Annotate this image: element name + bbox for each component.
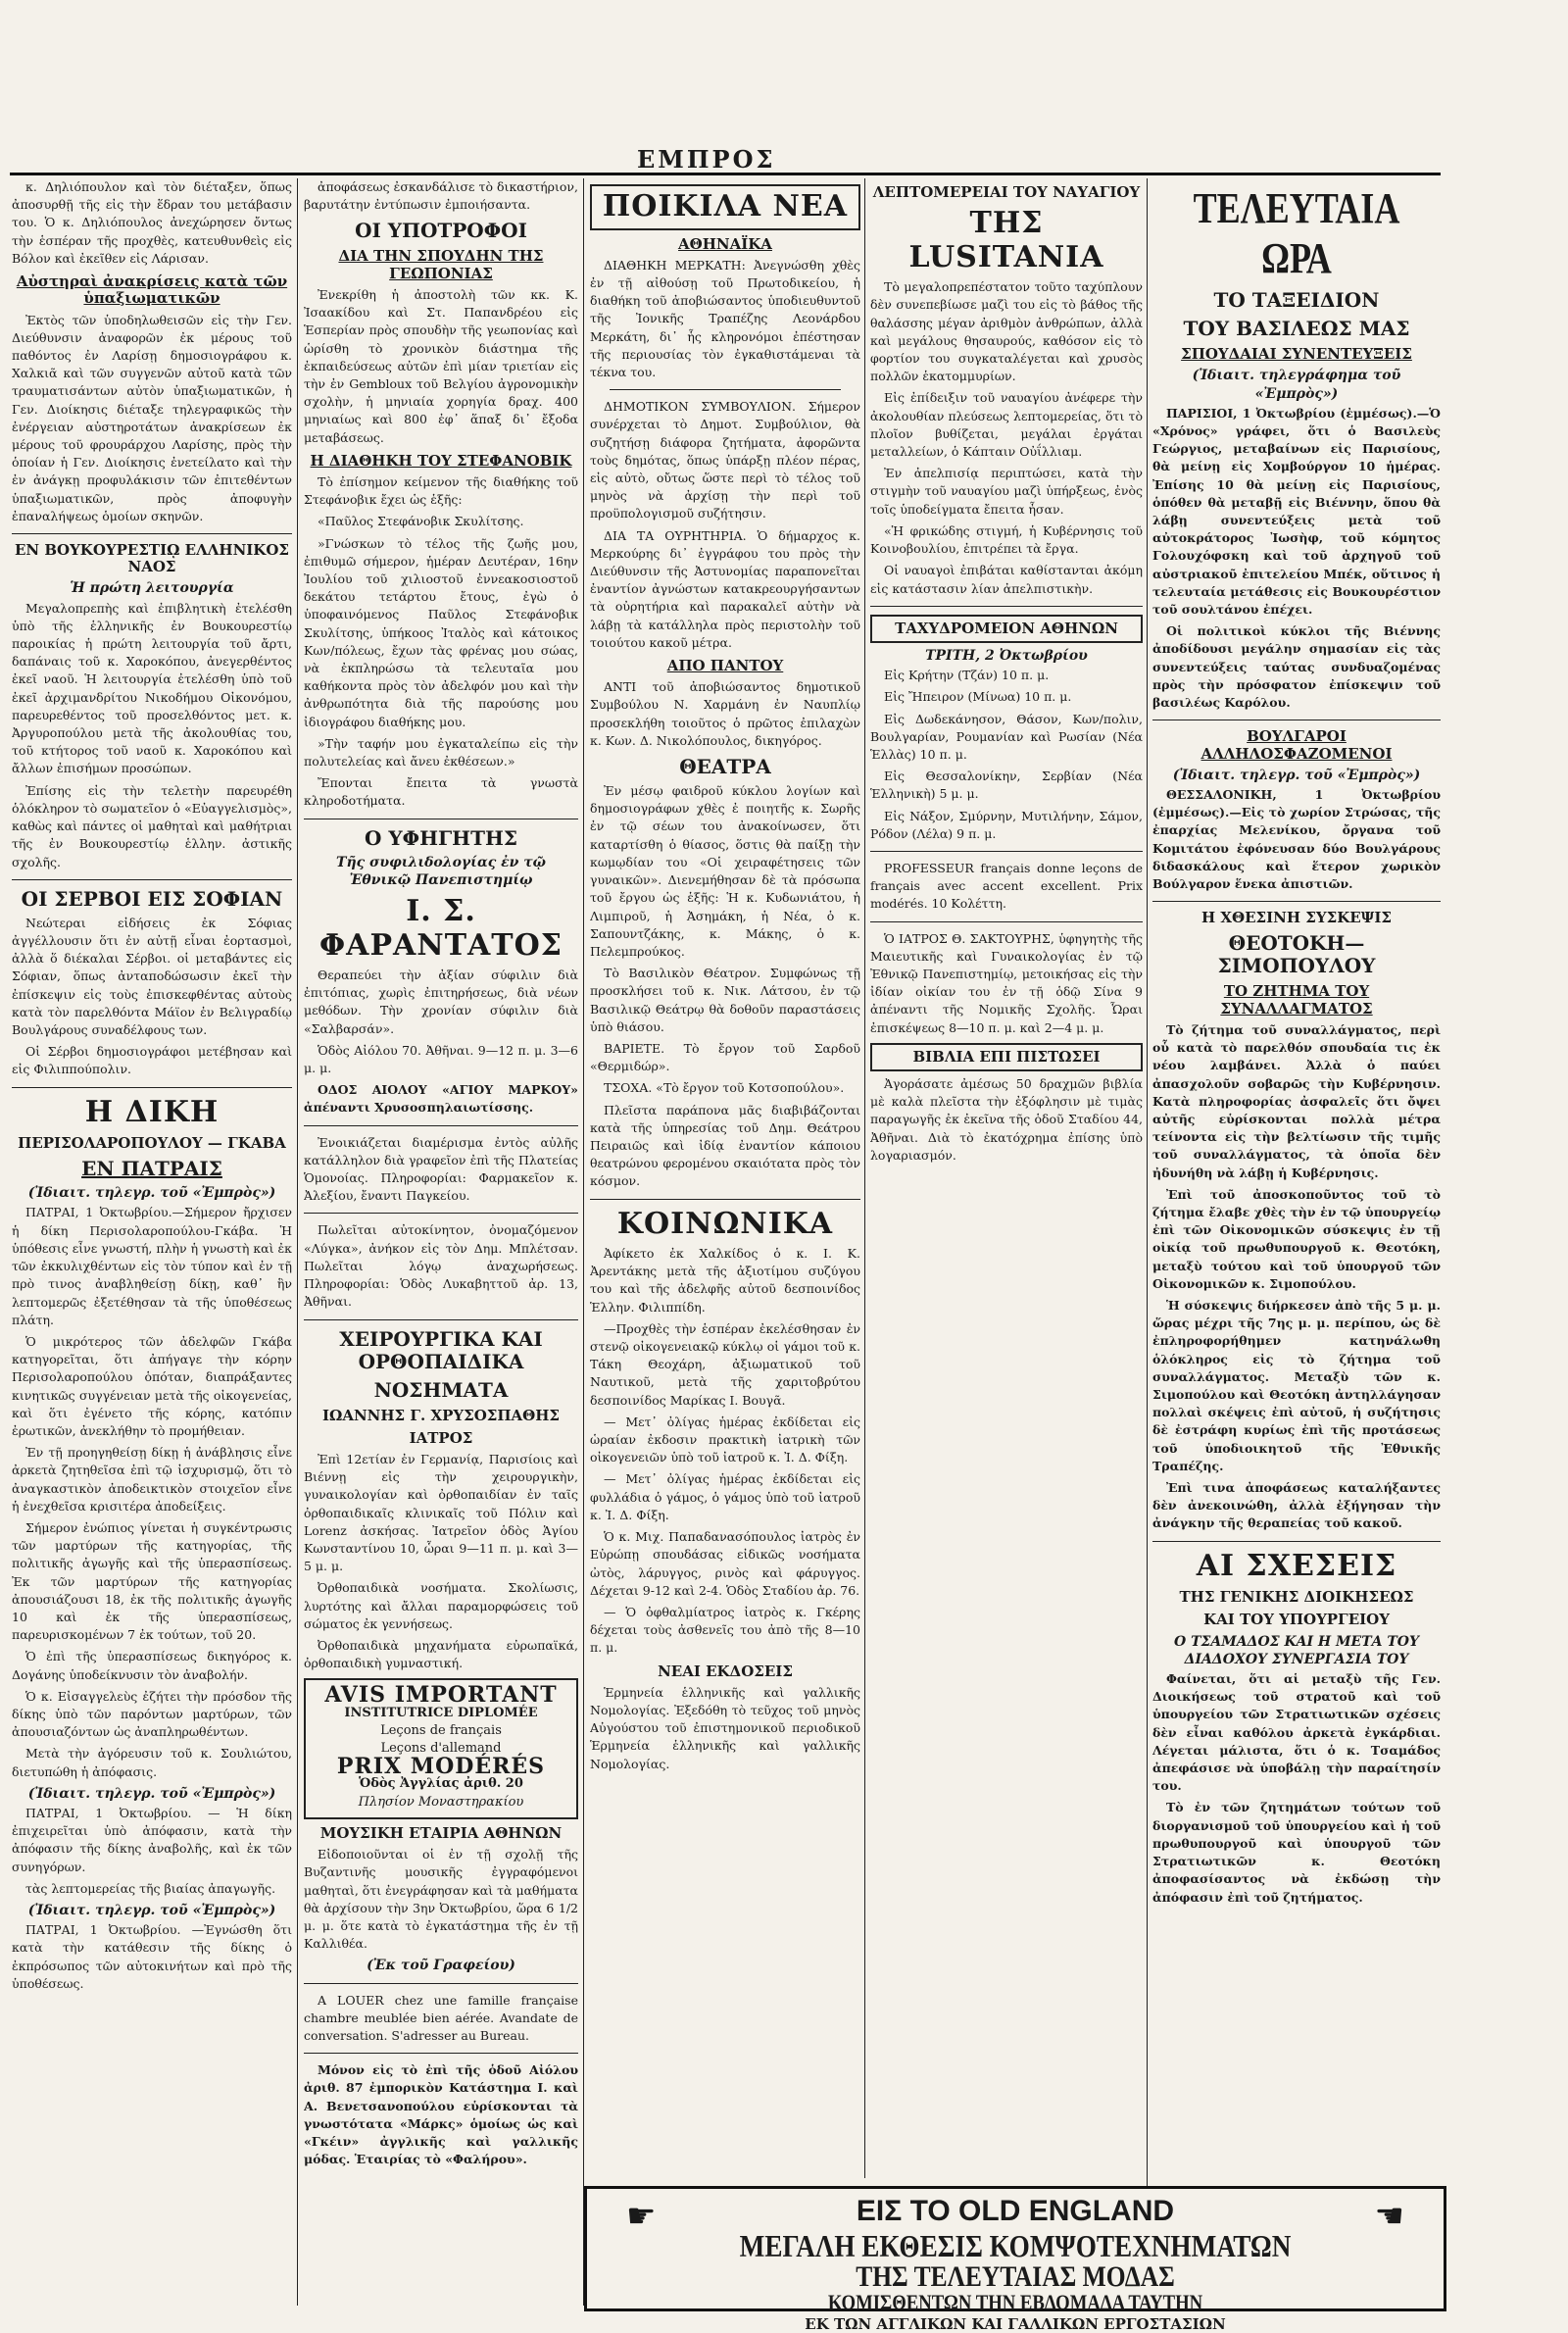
article-text: Ἐν μέσῳ φαιδροῦ κύκλου λογίων καὶ δημοσιογράφων χθὲς ἐ ποιητῆς κ. Σωρῆς ἐν τῷ σέων του ἀνακοίνωσεν, ὅτι καταρτίσθη ὁ θίασος, ὅστις θὰ παίξῃ τὴν κωμῳδίαν του «Οἱ χειραφέτησεις τῶν γυναικῶν». Διενεμήθησαν δὲ τὰ πρόσωπα τοῦ ἔργου ὡς ἑξῆς: Ἡ κ. Κυδωνιάτου, ἡ Λιμπιροῦ, ἡ Ἀσημάκη, ἡ Νέα, ὁ κ. Σαπουντζάκης, κ. Μάκης, ὁ κ. Πελεμπρούκος. (590, 783, 860, 959)
article-text: Ἐπὶ 12ετίαν ἐν Γερμανίᾳ, Παρισίοις καὶ Βιέννῃ εἰς τὴν χειρουργικὴν, γυναικολογίαν καὶ ὀρθοπαιδίαν ἐν ταῖς ὀρθοπαιδικαῖς κλινικαῖς τοῦ Πόλιν καὶ Lorenz ἀσκήσας. Ἰατρεῖον ὁδὸς Ἁγίου Κωνσταντίνου 10, ὧραι 9—11 π. μ. καὶ 3—5 μ. μ. (304, 1452, 578, 1574)
article-text: Ἐπὶ τινα ἀποφάσεως καταλήξαντες δὲν ἀνεκοινώθη, ἀλλὰ ἐξήγησαν τὴν ἀνάγκην τῆς θεραπείας τοῦ κακοῦ. (1152, 1480, 1441, 1531)
article-text: »Γνώσκων τὸ τέλος τῆς ζωῆς μου, ἐπιθυμῶ σήμερον, ἡμέραν Δευτέραν, 16ην Ἰουλίου τοῦ χιλιοστοῦ ἐννεακοσιοστοῦ δεκάτου τετάρτου ἔτους, ἐγὼ ὁ ὑποφαινόμενος Παῦλος Στεφάνοβικ Σκυλίτσης, ὑπήκοος Ἰταλὸς καὶ κάτοικος Κων/πόλεως, ἔχων τὰς φρένας μου σώας, νὰ ἐκπληρώσω τὰ τελευταῖα μου καθήκοντα πρὸς τὸν ἀδελφόν μου καὶ τὴν ἀνθρωπότητα διὰ τῆς παρούσης μου ἰδιογράφου διαθήκης μου. (304, 535, 578, 729)
divider (12, 879, 292, 880)
headline: ΤΗΣ LUSITANIA (908, 206, 1104, 274)
article-text: Οἱ πολιτικοὶ κύκλοι τῆς Βιέννης ἀποδίδουσι μεγάλην σημασίαν εἰς τὰς συνεντεύξεις ταύτας συνδυαζομένας πρὸς τὴν πρόσφατον ἐπίσκεψιν τοῦ βασιλέως Καρόλου. (1152, 623, 1441, 711)
article-text: Εἰδοποιοῦνται οἱ ἐν τῇ σχολῇ τῆς Βυζαντινῆς μουσικῆς ἐγγραφόμενοι μαθηταὶ, ὅτι ἐνεγράφησαν καὶ τὰ μαθήματα θὰ ἀρχίσουν τὴν 3ην Ὀκτωβρίου, ὥρα 6 1/2 μ. μ. ὅτε κατὰ τὸ ἐγκατάστημα τῆς ἐν τῇ Καλλιθέα. (304, 1847, 578, 1952)
headline: ΔΙΑ ΤΗΝ ΣΠΟΥΔΗΝ ΤΗΣ ΓΕΩΠΟΝΙΑΣ (338, 247, 544, 282)
banner-line: ΕΙΣ ΤΟ OLD ENGLAND (856, 2195, 1175, 2227)
headline: Ο ΥΦΗΓΗΤΗΣ (365, 825, 517, 850)
article-text: Νεώτεραι εἰδήσεις ἐκ Σόφιας ἀγγέλλουσιν ὅτι ἐν αὐτῇ εἶναι ἐορτασμοὶ, ἀλλὰ ὅ διέκαλαι Σέρβοι. οἱ μεταβάντες εἰς Σόφιαν, ὅπως ἀνταποδώσωσιν ἐκεῖ τὴν ἐπίσκεψιν εἰς τοὺς ἐπισκεφθέντας αὐτοὺς κατὰ τὸν παρελθόντα Μάϊον ἐν Βελιγραδίῳ Βουλγάρους συναδέλφους των. (12, 915, 292, 1037)
headline: Η ΔΙΚΗ (84, 1094, 220, 1129)
divider (610, 389, 841, 390)
article-text: ΔΗΜΟΤΙΚΟΝ ΣΥΜΒΟΥΛΙΟΝ. Σήμερον συνέρχεται τὸ Δημοτ. Συμβούλιον, θὰ συζητήσῃ διάφορα ζητήματα, ἀφορῶντα τοὺς δημότας, ὅπως ὑπάρξῃ πλέον πέρας, εἰς αὐτὸ, οὔτως ὥστε περὶ τὸ τέλος τοῦ μηνὸς νὰ ἀρχίσῃ τὴν περὶ τοῦ προϋπολογισμοῦ συζήτησιν. (590, 399, 860, 521)
section-title: ΠΟΙΚΙΛΑ ΝΕΑ (590, 184, 860, 230)
article-text: Ἐνεκρίθη ἡ ἀποστολὴ τῶν κκ. Κ. Ἰσαακίδου καὶ Στ. Παπανδρέου εἰς Ἑσπερίαν πρὸς σπουδὴν τῆς γεωπονίας καὶ ὡρίσθη τὸ χρονικὸν διάστημα τῆς ἐκπαιδεύσεως αὐτῶν ἐπὶ μίαν τριετίαν εἰς τὴν ἐν Gembloux τοῦ Βελγίου ἀγρονομικὴν σχολὴν, ἡ μηνιαία χορηγία δραχ. 400 μηνιαίως καὶ 800 ἐφ᾽ ἅπαξ δι᾽ ἔξοδα μεταβάσεως. (304, 286, 578, 445)
article-text: ΠΑΤΡΑΙ, 1 Ὀκτωβρίου. —Ἐγνώσθη ὅτι κατὰ τὴν κατάθεσιν τῆς δίκης ὁ ἐκπρόσωπος τῶν αὐτοκινήτων καὶ πρὸ τῆς ὑποθέσεως. (12, 1922, 292, 1991)
telegram-credit: (Ἰδιαιτ. τηλεγράφημα τοῦ «Ἐμπρὸς») (1192, 368, 1401, 402)
article-text: Ἀγοράσατε ἀμέσως 50 δραχμῶν βιβλία μὲ καλὰ πλεῖστα τὴν ἐξόφλησιν μὲ τιμὰς παραγωγῆς ἐκ ἐκεῖνα τῆς ὁδοῦ Σταδίου 44, Ἀθῆναι. Διὰ τὸ ἐκατόχρημα ἐπίσης ὑπὸ λογαριασμόν. (870, 1076, 1143, 1163)
article-credit: (Ἐκ τοῦ Γραφείου) (367, 1958, 515, 1974)
schedule-line: Εἰς Δωδεκάνησον, Θάσον, Κων/πολιν, Βουλγαρίαν, Ρουμανίαν καὶ Ρωσίαν (Νέα Ἑλλὰς) 10 π. μ. (870, 711, 1143, 762)
divider (304, 1319, 578, 1320)
headline: ΑΠΟ ΠΑΝΤΟΥ (666, 657, 784, 675)
headline: ΤΟΥ ΒΑΣΙΛΕΩΣ ΜΑΣ (1183, 317, 1410, 341)
ad-line: Leçons de français (380, 1722, 502, 1738)
article-text: ΑΝΤΙ τοῦ ἀποβιώσαντος δημοτικοῦ Συμβούλου Ν. Χαρμάνη ἐν Ναυπλίῳ προσεκλήθη τοιοῦτος ὁ πρῶτος ἐπιλαχὼν κ. Κων. Δ. Νικολόπουλος, δικηγόρος. (590, 679, 860, 748)
banner-line: ΤΗΣ ΤΕΛΕΥΤΑΙΑΣ ΜΟΔΑΣ (856, 2260, 1175, 2293)
classified-ad: Ὁ ΙΑΤΡΟΣ Θ. ΣΑΚΤΟΥΡΗΣ, ὑφηγητὴς τῆς Μαιευτικῆς καὶ Γυναικολογίας ἐν τῷ Ἐθνικῷ Πανεπιστημίῳ, μετοικήσας εἰς τὴν ἰδίαν οἰκίαν του ἐν τῇ ὁδῷ Σίνα 9 ἀπέναντι τῆς Νομικῆς Σχολῆς. Ὧραι ἐπισκέψεως 8—10 π. μ. καὶ 2—4 μ. μ. (870, 930, 1143, 1035)
article-text: ΤΣΟΧΑ. «Τὸ ἔργον τοῦ Κοτσοπούλου». (604, 1080, 845, 1096)
headline: ΚΑΙ ΤΟΥ ΥΠΟΥΡΓΕΙΟΥ (1203, 1611, 1390, 1629)
divider (304, 1213, 578, 1214)
article-text: Ἀφίκετο ἐκ Χαλκίδος ὁ κ. Ι. Κ. Ἀρεντάκης μετὰ τῆς ἀξιοτίμου συζύγου του καὶ τῆς ἀδελφῆς αὐτοῦ δεσποινίδος Ἑλλην. Φιλιππίδη. (590, 1246, 860, 1315)
classified-ad: Ἐνοικιάζεται διαμέρισμα ἐντὸς αὐλῆς κατάλληλον διὰ γραφεῖον ἐπὶ τῆς Πλατείας Ὁμονοίας. Πληροφορίαι: Φαρμακεῖον κ. Ἀλεξίου, ἔναντι Παγκείου. (304, 1134, 578, 1204)
ad-line: Leçons d'allemand (380, 1741, 502, 1757)
headline: ΜΟΥΣΙΚΗ ΕΤΑΙΡΙΑ ΑΘΗΝΩΝ (319, 1823, 563, 1842)
schedule-line: Εἰς Ἤπειρον (Μίνωα) 10 π. μ. (884, 689, 1072, 705)
telegram-credit: (Ἰδιαιτ. τηλεγρ. τοῦ «Ἐμπρὸς») (27, 1903, 276, 1918)
divider (304, 2053, 578, 2054)
ad-location: Πλησίον Μοναστηρακίου (358, 1794, 524, 1810)
article-text: ΔΙΑΘΗΚΗ ΜΕΡΚΑΤΗ: Ἀνεγνώσθη χθὲς ἐν τῇ αἰθούσῃ τοῦ Πρωτοδικείου, ἡ διαθήκη τοῦ ἀποβιώσαντος ὑποδιευθυντοῦ τῆς Ἰονικῆς Τραπέζης Λεονάρδου Μερκάτη, δι᾽ ἧς κληρονόμοι ἐπέστησαν τῆς περιουσίας τὸν ἐγκαθιστάμεναι τὰ τέκνα του. (590, 257, 860, 379)
divider (870, 921, 1143, 922)
subheadline: ΤΡΙΤΗ, 2 Ὀκτωβρίου (925, 647, 1088, 664)
column-4 (870, 178, 1143, 2178)
article-text: — Ὁ ὀφθαλμίατρος ἰατρὸς κ. Γκέρης δέχεται τοὺς ἀσθενεῖς του ἀπὸ τῆς 8—10 π. μ. (590, 1604, 860, 1656)
divider (590, 1199, 860, 1200)
headline: ΝΕΑΙ ΕΚΔΟΣΕΙΣ (658, 1662, 793, 1680)
advertiser-name: Ι. Σ. ΦΑΡΑΝΤΑΤΟΣ (319, 894, 563, 963)
article-text: — Μετ᾽ ὀλίγας ἡμέρας ἐκδίδεται εἰς ὡραίαν ἐκδοσιν πρακτικὴ ἰατρικὴ τῶν οἰκογενειῶν ὑπὸ τοῦ ἰατροῦ κ. Ἰ. Δ. Φίξη. (590, 1414, 860, 1465)
article-text: Ὁ ἐπὶ τῆς ὑπερασπίσεως δικηγόρος κ. Δογάνης ὑποδείκνυσιν τὸν ἀναβολήν. (12, 1649, 292, 1682)
article-text: Πλεῖστα παράπονα μᾶς διαβιβάζονται κατὰ τῆς ὑπηρεσίας τοῦ Δημ. Θεάτρου Πειραιῶς καὶ ἰδίᾳ ἐναντίον κάποιου θεατρώνου φερομένου σκαιότατα πρὸς τὸν κόσμον. (590, 1102, 860, 1189)
article-text: ΒΑΡΙΕΤΕ. Τὸ ἔργον τοῦ Σαρδοῦ «Θερμιδώρ». (590, 1040, 860, 1074)
divider (1152, 1541, 1441, 1542)
article-text: Ὀρθοπαιδικὰ μηχανήματα εὐρωπαϊκά, ὀρθοπαιδικὴ γυμναστική. (304, 1638, 578, 1671)
classified-ad: Μόνον εἰς τὸ ἐπὶ τῆς ὁδοῦ Αἰόλου ἀριθ. 87 ἐμπορικὸν Κατάστημα Ι. καὶ Α. Βενετσανοπούλου εὑρίσκονται τὰ γνωστότατα «Μάρκς» ὁμοίως ὡς καὶ «Γκέιν» ἀγγλικῆς καὶ γαλλικῆς μόδας. Ἑταιρίας τὸ «Φαλήρου». (304, 2062, 578, 2167)
headline: ΘΕΑΤΡΑ (679, 755, 771, 779)
column-rule (864, 178, 865, 2178)
article-text: Ὁ μικρότερος τῶν ἀδελφῶν Γκάβα κατηγορεῖται, ὅτι ἀπήγαγε τὴν κόρην Περισολαροπούλου ὁπόταν, διαπράξαντες κινητικῶς συγγένειαν μετὰ τῆς οἰκογενείας, καὶ ὅτι ἐγένετο τῆς κόρης, κατόπιν ἐρωτικῶν, ἀνεκλήθην τὸ προμήθειαν. (12, 1333, 292, 1438)
banner-line: ΜΕΓΑΛΗ ΕΚΘΕΣΙΣ ΚΟΜΨΟΤΕΧΝΗΜΑΤΩΝ (739, 2228, 1292, 2263)
article-text: Θεραπεύει τὴν ἀξίαν σύφιλιν διὰ ἐπιτόπιας, χωρὶς ἐπιτηρήσεως, διὰ νέων μεθόδων. Τὴν χρονίαν σύφιλιν διὰ «Σαλβαρσάν». (304, 968, 578, 1036)
article-text: Φαίνεται, ὅτι αἱ μεταξὺ τῆς Γεν. Διοικήσεως τοῦ στρατοῦ καὶ τοῦ ὑπουργείου τῶν Στρατιωτικῶν σχέσεις δὲν εἶναι καθόλου ἀρκετὰ ἐγκάρδιαι. Λέγεται μάλιστα, ὅτι ὁ κ. Τσαμάδος ἀπεφάσισε νὰ ὑποβάλῃ τὴν παραίτησίν του. (1152, 1671, 1441, 1794)
article-text: «Παῦλος Στεφάνοβικ Σκυλίτσης. (318, 514, 524, 529)
classified-ad: A LOUER chez une famille française chambre meublée bien aérée. Avandate de conversation. S'adresser au Bureau. (304, 1992, 578, 2043)
headline: Η ΧΘΕΣΙΝΗ ΣΥΣΚΕΨΙΣ (1201, 909, 1392, 927)
article-text: κ. Δηλιόπουλον καὶ τὸν διέταξεν, ὅπως ἀποσυρθῇ τῆς εἰς τὴν ἕδραν του μετάβασιν του. Ὁ κ. Δηλιόπουλος ἀνεχώρησεν ὄντως τὴν ἑσπέραν τῆς προχθὲς, κατευθυνθεὶς εἰς Βόλον καὶ ἐκεῖθεν εἰς Λάρισαν. (12, 179, 292, 266)
column-5 (1152, 178, 1441, 2306)
article-text: Ἐν ἀπελπισίᾳ περιπτώσει, κατὰ τὴν στιγμὴν τοῦ ναυαγίου μαζὶ ὑπήρξεως, ἐνὸς τοῖς ὑποδείγματα ἔπειτα ἦσαν. (870, 466, 1143, 517)
subheadline: Ο ΤΣΑΜΑΔΟΣ ΚΑΙ Η ΜΕΤΑ ΤΟΥ ΔΙΑΔΟΧΟΥ ΣΥΝΕΡΓΑΣΙΑ ΤΟΥ (1174, 1633, 1419, 1667)
article-text: Εἰς ἐπίδειξιν τοῦ ναυαγίου ἀνέφερε τὴν ἀκολουθίαν πλεύσεως λεπτομερείας, ὅτι τὸ πλοῖον βυθίζεται, μεγάλαι ἐργάται μεταλλείων, ὁ Κάπταιν Οὐΐλλιαμ. (870, 390, 1143, 460)
article-text: Ὀρθοπαιδικὰ νοσήματα. Σκολίωσις, λυρτότης καὶ ἄλλαι παραμορφώσεις τοῦ σώματος ἐκ γεννήσεως. (304, 1580, 578, 1631)
headline: ΕΝ ΒΟΥΚΟΥΡΕΣΤΙῼ ΕΛΛΗΝΙΚΟΣ ΝΑΟΣ (14, 540, 290, 576)
advertiser-title: ΙΑΤΡΟΣ (409, 1428, 473, 1447)
divider (12, 533, 292, 534)
telegram-credit: (Ἰδιαιτ. τηλεγρ. τοῦ «Ἐμπρὸς») (27, 1785, 276, 1802)
divider (12, 1087, 292, 1088)
newspaper-name: ΕΜΠΡΟΣ (637, 145, 776, 174)
divider (870, 851, 1143, 852)
article-text: Σήμερον ἐνώπιος γίνεται ἡ συγκέντρωσις τῶν μαρτύρων τῆς κατηγορίας, τῆς πολιτικῆς ἀγωγῆς καὶ τῆς ὑπερασπίσεως. Ἐκ τῶν μαρτύρων τῆς κατηγορίας ἀπουσιάζουσι 18, ἐκ τῆς πολιτικῆς ἀγωγῆς 10 καὶ ἐκ τῆς ὑπερασπίσεως, παρευρισκομένων 7 ἐκ τούτων, τοῦ 20. (12, 1519, 292, 1643)
article-text: ΠΑΤΡΑΙ, 1 Ὀκτωβρίου. — Ἡ δίκη ἐπιχειρεῖται ὑπὸ ἀπόφασιν, κατὰ τὴν ἀπόφασιν τῆς δίκης ἀναβολῆς, καὶ ἐκ τῶν συνηγόρων. (12, 1805, 292, 1874)
column-1 (12, 178, 292, 2306)
divider (304, 1983, 578, 1984)
headline: ΣΠΟΥΔΑΙΑΙ ΣΥΝΕΝΤΕΥΞΕΙΣ (1181, 345, 1412, 364)
article-text: Τὸ ἐν τῶν ζητημάτων τούτων τοῦ διοργανισμοῦ τοῦ ὑπουργείου καὶ ἡ τοῦ πρωθυπουργοῦ καὶ ὑπουργοῦ τῶν Στρατιωτικῶν κ. Θεοτόκη ἀποφασίσαντος νὰ ἐκδώσῃ τὴν ἀπόφασιν ἐπὶ τοῦ ζητήματος. (1152, 1800, 1441, 1905)
classified-ad: PROFESSEUR français donne leçons de français avec accent excellent. Prix modérés. 10 Κολέττη. (870, 860, 1143, 912)
article-text: — Μετ᾽ ὀλίγας ἡμέρας ἐκδίδεται εἰς φυλλάδια ὁ γάμος, ὁ γάμος ὑπὸ τοῦ ἰατροῦ κ. Ἰ. Δ. Φίξη. (590, 1471, 860, 1522)
article-text: τὰς λεπτομερείας τῆς βιαίας ἀπαγωγῆς. (25, 1880, 276, 1896)
ad-title: AVIS IMPORTANT (324, 1682, 558, 1709)
french-lessons-ad (304, 1678, 578, 1818)
headline: ΛΕΠΤΟΜΕΡΕΙΑΙ ΤΟΥ ΝΑΥΑΓΙΟΥ (872, 183, 1141, 201)
article-text: «Ἡ φρικώδης στιγμή, ἡ Κυβέρνησις τοῦ Κοινοβουλίου, ἐπιτρέπει τὰ ἔργα. (870, 522, 1143, 557)
article-text: Τὸ ζήτημα τοῦ συναλλάγματος, περὶ οὗ κατὰ τὸ παρελθόν σπουδαία τις ἐκ νέου λαμβάνει. Ἀλλὰ ὁ παύει ἀπασχολοῦν σοβαρῶς τὴν Κυβέρνησιν. Κατὰ πληροφορίας ἀσφαλεῖς ὅτι ὄψει αὐτῆς εὑρίσκονται πολλὰ μέτρα τείνοντα εἰς τὴν βελτίωσιν τῆς τιμῆς τοῦ συναλλάγματος, τὰ ὁποῖα δὲν ἠδυνήθη νὰ λάβῃ ἡ Κυβέρνησις. (1152, 1021, 1441, 1180)
telegram-credit: (Ἰδιαιτ. τηλεγρ. τοῦ «Ἐμπρὸς») (27, 1185, 276, 1202)
article-text: ΔΙΑ ΤΑ ΟΥΡΗΤΗΡΙΑ. Ὁ δήμαρχος κ. Μερκούρης δι᾽ ἐγγράφου του πρὸς τὴν Διεύθυνσιν τῆς Ἀστυνομίας παραπονεῖται ἐναντίον ἀγνώστων κατακρεουργήσαντων τὰ οὐρητήρια καὶ παρακαλεῖ αὐτὴν νὰ λάβῃ τὰ κατάλληλα πρὸς περιστολὴν τοῦ τοιούτου κακοῦ μέτρα. (590, 527, 860, 650)
advertiser-name: ΙΩΑΝΝΗΣ Γ. ΧΡΥΣΟΣΠΑΘΗΣ (321, 1406, 561, 1424)
pointing-hand-icon: ☛ (626, 2197, 657, 2236)
divider (870, 606, 1143, 607)
article-text: Ἑρμηνεία ἑλληνικῆς καὶ γαλλικῆς Νομολογίας. Ἐξεδόθη τὸ τεῦχος τοῦ μηνὸς Αὐγούστου τοῦ ἐπιστημονικοῦ περιοδικοῦ Ἑρμηνεία ἑλληνικῆς καὶ γαλλικῆς Νομολογίας. (590, 1684, 860, 1771)
article-text: Μετὰ τὴν ἀγόρευσιν τοῦ κ. Σουλιώτου, διετυπώθη ἡ ἀπόφασις. (12, 1746, 292, 1779)
article-text: Ὁ κ. Εἰσαγγελεὺς ἐζήτει τὴν πρόσδον τῆς δίκης ὑπὸ τῶν παρόντων μαρτύρων, τῶν ἀπουσιαζόντων ὡς ἀναπληρωθέντων. (12, 1688, 292, 1740)
article-text: Ἡ σύσκεψις διήρκεσεν ἀπὸ τῆς 5 μ. μ. ὥρας μέχρι τῆς 7ης μ. μ. περίπου, ὡς δὲ ἐπληροφορήθημεν κατηνάλωθη ὁλόκληρος εἰς τὸ ζήτημα τοῦ συναλλάγματος. Μεταξὺ τῶν κ. Σιμοπούλου καὶ Θεοτόκη ἀντηλλάγησαν πολλαὶ σκέψεις ἐπὶ αὐτοῦ, ἡ συζήτησις δὲ ἐστράφη κυρίως ἐπὶ τῆς προτάσεως τοῦ ὑποδιοικητοῦ τῆς Ἐθνικῆς Τραπέζης. (1152, 1298, 1441, 1473)
headline: ΤΟ ΖΗΤΗΜΑ ΤΟΥ ΣΥΝΑΛΛΑΓΜΑΤΟΣ (1220, 982, 1373, 1018)
column-2 (304, 178, 578, 2306)
article-text: Οἱ ναυαγοὶ ἐπιβάται καθίστανται ἀκόμη εἰς κατάστασιν λίαν ἀπελπιστικὴν. (870, 563, 1143, 596)
section-subtitle: ΑΘΗΝΑΪΚΑ (678, 234, 772, 253)
section-title: ΤΕΛΕΥΤΑΙΑ ΩΡΑ (1193, 184, 1400, 282)
article-text: Ἐπὶ τοῦ ἀποσκοποῦντος τοῦ τὸ ζήτημα ἔλαβε χθὲς τὴν ἐν τῷ ὑπουργείῳ ἐπὶ τῶν Οἰκονομικῶν σύσκεψις ἐν τῇ οἰκίᾳ τοῦ πρωθυπουργοῦ κ. Θεοτόκη, μεταξὺ τούτου καὶ τοῦ ὑπουργοῦ τῶν Οἰκονομικῶν κ. Σιμοπούλου. (1152, 1186, 1441, 1291)
schedule-line: Εἰς Νάξον, Σμύρνην, Μυτιλήνην, Σάμον, Ρόδον (Λέλα) 9 π. μ. (870, 808, 1143, 841)
headline: ΘΕΟΤΟΚΗ—ΣΙΜΟΠΟΥΛΟΥ (1217, 931, 1376, 978)
column-rule (297, 178, 298, 2306)
article-text: Τὸ ἐπίσημον κείμενον τῆς διαθήκης τοῦ Στεφάνοβικ ἔχει ὡς ἑξῆς: (304, 473, 578, 508)
headline: ΚΟΙΝΩΝΙΚΑ (616, 1206, 834, 1241)
article-text: ΠΑΤΡΑΙ, 1 Ὀκτωβρίου.—Σήμερον ἤρχισεν ἡ δίκη Περισολαροπούλου-Γκάβα. Ἡ ὑπόθεσις εἶνε γνωστή, πλὴν ἡ γνωστὴ καὶ ἐκ τῶν ἐκκυλιχθέντων εἰς τὸν τύπον καὶ ἐν τῇ πρὸ τινος ἀναβληθείσῃ δίκῃ, καθ᾽ ἣν λεπτομερῶς ἐξετέθησαν τὰ τῆς ὑποθέσεως πλάτη. (12, 1205, 292, 1327)
headline: ΤΟ ΤΑΞΕΙΔΙΟΝ (1213, 288, 1380, 313)
subheadline: Ἡ πρώτη λειτουργία (70, 580, 234, 597)
headline: ΒΟΥΛΓΑΡΟΙ ΑΛΛΗΛΟΣΦΑΖΟΜΕΝΟΙ (1200, 727, 1393, 763)
ad-price: PRIX MODÉRÉS (336, 1754, 546, 1780)
ad-address: Ὁδὸς Ἀγγλίας ἀριθ. 20 (359, 1776, 523, 1792)
divider (1152, 901, 1441, 902)
article-text: Τὸ μεγαλοπρεπέστατον τοῦτο ταχύπλουν δὲν συνεπεβίωσε μαζὶ του εἰς τὸ βάθος τῆς θαλάσσης μέγαν ἀριθμὸν ἀνθρώπων, ἀλλὰ καὶ μεγάλους θησαυρούς, καθόσον εἰς τὸ φορτίον του συγκαταλέγεται καὶ χρυσὸς πολλῶν ἑκατομμυρίων. (870, 279, 1143, 384)
article-text: ἀποφάσεως ἐσκανδάλισε τὸ δικαστήριον, βαρυτάτην ἐντύπωσιν ἐμποιήσαντα. (304, 179, 578, 213)
article-text: Μεγαλοπρεπὴς καὶ ἐπιβλητικὴ ἐτελέσθη ὑπὸ τῆς ἑλληνικῆς ἐν Βουκουρεστίῳ παροικίας ἡ πρώτη λειτουργία τοῦ ἄρτι, δαπάναις τοῦ κ. Χαροκόπου, ἀνεγερθέντος ἐκεῖ ναοῦ. Ἡ λειτουργία ἐτελέσθη ὑπὸ τοῦ ἐκεῖ ἀρχιμανδρίτου Νικοδήμου Οἰκονόμου, παρευρεθέντος τοῦ προσελθόντος μετ. κ. Ἀργυροπούλου μετὰ τῆς ἀκολουθίας του, τοῦ κτήτορος τοῦ ναοῦ κ. Χαροκόπου καὶ ἄλλων ἐπισήμων προσώπων. (12, 600, 292, 776)
article-text: Ἐκτὸς τῶν ὑποδηλωθεισῶν εἰς τὴν Γεν. Διεύθυνσιν ἀναφορῶν ἐκ μέρους τοῦ παθόντος ἐν Λαρίσῃ δημοσιογράφου κ. Χαλκιᾶ καὶ τῶν συγγενῶν αὐτοῦ κατὰ τῶν τραυματισάντων αὐτὸν ὑπαξιωματικῶν, ἡ Γεν. Διοίκησις διέταξε τηλεγραφικῶς τὴν ἐνέργειαν αὐστηροτάτων ἀνακρίσεων ἐκ μέρους τοῦ φρουράρχου Λαρίσης, πρὸς τὴν ὁποίαν ἡ Γεν. Διοίκησις ἐνετείλατο καὶ τὴν ἐν ἀνάγκῃ προφυλάκισιν τῶν ἐπιτεθέντων ὑπαξιωματικῶν, πρὸς ἀποφυγὴν ἐπαναλήψεως ὁμοίων σκηνῶν. (12, 312, 292, 523)
article-text: Ἔπονται ἔπειτα τὰ γνωστὰ κληροδοτήματα. (304, 775, 578, 809)
banner-line: ΚΟΜΙΣΘΕΝΤΩΝ ΤΗΝ ΕΒΔΟΜΑΔΑ ΤΑΥΤΗΝ (827, 2290, 1203, 2314)
banner-line: ΕΚ ΤΩΝ ΑΓΓΛΙΚΩΝ ΚΑΙ ΓΑΛΛΙΚΩΝ ΕΡΓΟΣΤΑΣΙΩΝ (805, 2315, 1226, 2333)
article-text: Ἐν τῇ προηγηθείσῃ δίκῃ ἡ ἀνάβλησις εἶνε ἀρκετὰ ζητηθεῖσα ἐπὶ τῷ ἰσχυρισμῷ, ὅτι τὸ ἀναγκαστικὸν ἀποδεικτικὸν στοιχεῖον εἶνε ἡ ἐνεχθεῖσα κρισιτέρα ἀποδείξεις. (12, 1445, 292, 1514)
article-text: Οἱ Σέρβοι δημοσιογράφοι μετέβησαν καὶ εἰς Φιλιππούπολιν. (12, 1044, 292, 1077)
article-text: Ὁδὸς Αἰόλου 70. Ἀθῆναι. 9—12 π. μ. 3—6 μ. μ. (304, 1042, 578, 1076)
headline: ΧΕΙΡΟΥΡΓΙΚΑ ΚΑΙ ΟΡΘΟΠΑΙΔΙΚΑ (339, 1326, 543, 1373)
article-text: Ὁ κ. Μιχ. Παπαδανασόπουλος ἰατρὸς ἐν Εὐρώπῃ σπουδάσας εἰδικῶς νοσήματα ὠτὸς, λάρυγγος, ρινὸς καὶ φάρυγγος. Δέχεται 9-12 καὶ 2-4. Ὁδὸς Σταδίου ἀρ. 76. (590, 1529, 860, 1598)
headline: ΑΙ ΣΧΕΣΕΙΣ (1196, 1548, 1397, 1583)
article-text: Ἐπίσης εἰς τὴν τελετὴν παρευρέθη ὁλόκληρον τὸ σωματεῖον ὁ «Εὐαγγελισμὸς», καθὼς καὶ πάντες οἱ μαθηταὶ καὶ μαθήτριαι τῆς ἐν Βουκουρεστίῳ ἑλλην. ἀστικῆς σχολῆς. (12, 782, 292, 869)
headline: Αὐστηραὶ ἀνακρίσεις κατὰ τῶν ὑπαξιωματικῶν (16, 273, 288, 308)
headline: ΝΟΣΗΜΑΤΑ (373, 1377, 509, 1402)
headline: ΤΑΧΥΔΡΟΜΕΙΟΝ ΑΘΗΝΩΝ (870, 615, 1143, 643)
article-text: »Τὴν ταφήν μου ἐγκαταλείπω εἰς τὴν πολυτελείας καὶ ἄνευ ἐκθέσεων.» (304, 735, 578, 769)
headline: ΟΙ ΥΠΟΤΡΟΦΟΙ (355, 219, 527, 243)
subheadline: Τῆς συφιλιδολογίας ἐν τῷ Ἐθνικῷ Πανεπιστημίῳ (336, 854, 546, 888)
telegram-credit: (Ἰδιαιτ. τηλεγρ. τοῦ «Ἐμπρὸς») (1172, 767, 1421, 783)
article-text: —Προχθὲς τὴν ἑσπέραν ἐκελέσθησαν ἐν στενῷ οἰκογενειακῷ κύκλῳ οἱ γάμοι τοῦ κ. Τάκη Θεοχάρη, ἀξιωματικοῦ τοῦ Ναυτικοῦ, μετὰ τῆς χαριτοβρύτου δεσποινίδος Μαρίκας Ι. Βουγᾶ. (590, 1320, 860, 1408)
classified-ad: Πωλεῖται αὐτοκίνητον, ὀνομαζόμενον «Λύγκα», ἀνήκον εἰς τὸν Δημ. Μπλέτσαν. Πωλεῖται λόγῳ ἀναχωρήσεως. Πληροφορίαι: Ὁδὸς Λυκαβηττοῦ ἀρ. 13, Ἀθῆναι. (304, 1222, 578, 1310)
headline: ΤΗΣ ΓΕΝΙΚΗΣ ΔΙΟΙΚΗΣΕΩΣ (1179, 1588, 1414, 1607)
column-3 (590, 178, 860, 2178)
article-text: Τὸ Βασιλικὸν Θέατρον. Συμφώνως τῇ προσκλήσει τοῦ κ. Νικ. Λάτσου, ἐν τῷ Βασιλικῷ Θεάτρῳ θὰ δοθοῦν παραστάσεις ὑπὸ θιάσου. (590, 966, 860, 1034)
schedule-line: Εἰς Κρήτην (Τζάν) 10 π. μ. (884, 668, 1050, 683)
schedule-line: Εἰς Θεσσαλονίκην, Σερβίαν (Νέα Ἑλληνικὴ) 5 μ. μ. (870, 769, 1143, 802)
column-rule (583, 178, 584, 2306)
headline: ΒΙΒΛΙΑ ΕΠΙ ΠΙΣΤΩΣΕΙ (870, 1043, 1143, 1071)
divider (304, 1125, 578, 1126)
old-england-advertisement (584, 2186, 1446, 2333)
headline: ΟΙ ΣΕΡΒΟΙ ΕΙΣ ΣΟΦΙΑΝ (21, 886, 283, 911)
headline: ΕΝ ΠΑΤΡΑΙΣ (81, 1157, 222, 1181)
article-text: ΠΑΡΙΣΙΟΙ, 1 Ὀκτωβρίου (ἐμμέσως).—Ὁ «Χρόνος» γράφει, ὅτι ὁ Βασιλεὺς Γεώργιος, μεταβαίνων εἰς Παρισίους, θὰ μείνῃ εἰς Χομβούργον 10 ἡμέρας. Ἐπίσης 10 θὰ μείνῃ εἰς Παρισίους, ὁπόθεν θὰ μεταβῇ εἰς Βιέννην, ὅπου θὰ λάβῃ συνεντεύξεις μετὰ τοῦ αὐτοκράτορος Ἰωσὴφ, τοῦ κόμητος Γολουχόφσκη καὶ τοῦ ἀρχηγοῦ τοῦ αὐστριακοῦ ἐπιτελείου Μπέκ, οὕτινος ἡ τελευταία μετάθεσις εἰς Βουκουρέστιον τοῦ σουλτάνου ἐπέχει. (1152, 405, 1441, 618)
headline: Η ΔΙΑΘΗΚΗ ΤΟΥ ΣΤΕΦΑΝΟΒΙΚ (310, 451, 572, 470)
masthead (10, 145, 1441, 175)
article-text: ΘΕΣΣΑΛΟΝΙΚΗ, 1 Ὀκτωβρίου (ἐμμέσως).—Εἰς τὸ χωρίον Στρώσας, τῆς ἐπαρχίας Μελενίκου, ὄργανα τοῦ Κομιτάτου ἐφόνευσαν δύο Βουλγάρους διδασκάλους καὶ ἕτερον χωρικὸν Βούλγαρον ἕνεκα ἀπιστιῶν. (1152, 787, 1441, 892)
headline: ΠΕΡΙΣΟΛΑΡΟΠΟΥΛΟΥ — ΓΚΑΒΑ (18, 1134, 286, 1153)
column-rule (1147, 178, 1148, 2306)
ad-line: INSTITUTRICE DIPLOMÉE (344, 1705, 538, 1720)
pointing-hand-icon: ☚ (1374, 2197, 1404, 2236)
article-text: ΟΔΟΣ ΑΙΟΛΟΥ «ΑΓΙΟΥ ΜΑΡΚΟΥ» ἀπέναντι Χρυσοσπηλαιωτίσσης. (304, 1082, 578, 1116)
